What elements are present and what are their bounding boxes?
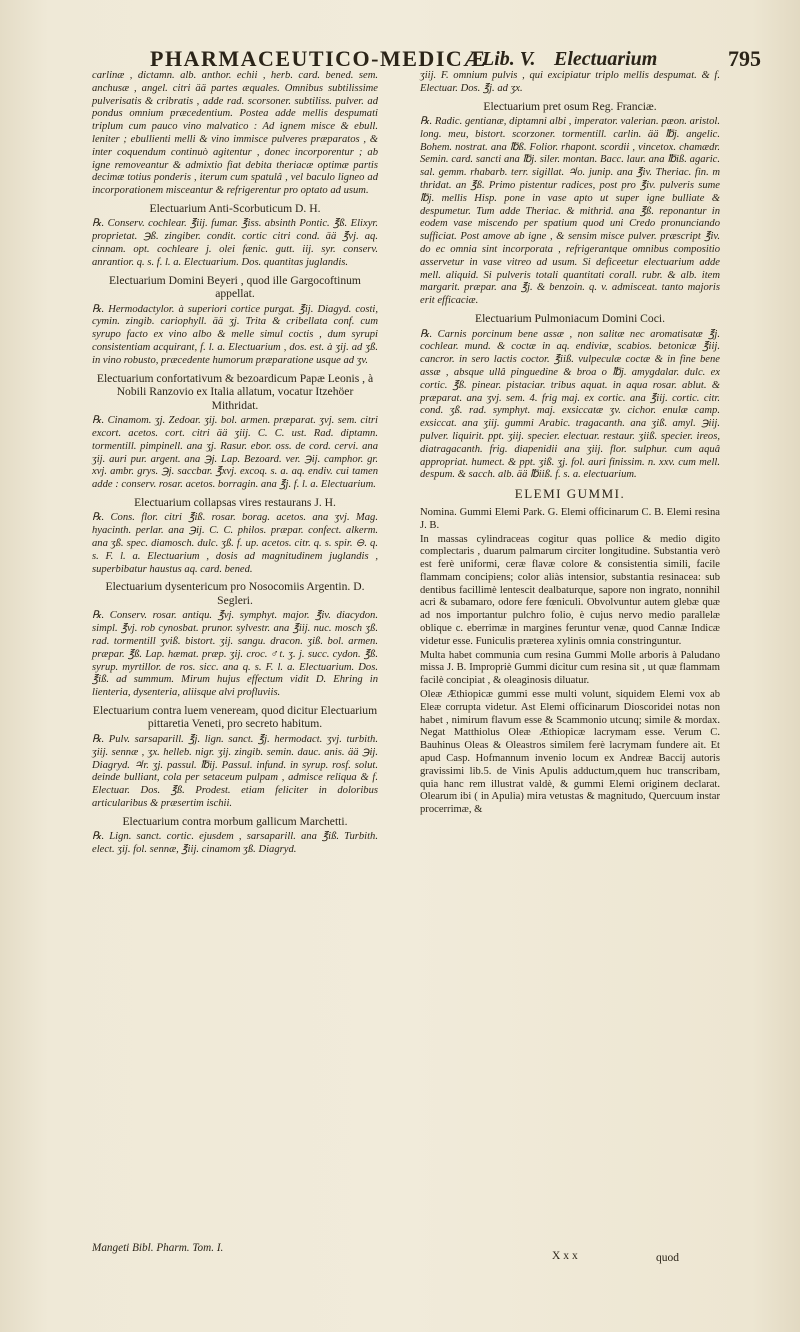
- book-number: Lib. V.: [482, 48, 536, 70]
- nomina-line: Nomina. Gummi Elemi Park. G. Elemi officinarum C. B. Elemi resina J. B.: [420, 506, 720, 531]
- recipe-heading: Electuarium Domini Beyeri , quod ille Gargocoftinum appellat.: [109, 273, 361, 301]
- recipe-text: ℞. Radic. gentianæ, diptamni albi , imperator. valerian. pæon. aristol. long. meu, bistort. scorzoner. tormentill. carlin. ää ℔j. angelic. Bohem. nostrat. ana ℔ß. Folior. rhapont. scordii , vincetox. chamædr. Semin. card. sancti ana ℔j. siler. montan. Bacc. laur. ana ℔iß. agaric. sal. gemm. rhabarb. terr. sigillat. ♃o. junip. ana ℥iv. Theriac. fin. m thridat. an ℥ß. Primo pistentur radices, post pro ℥iv. pulveris sume ℔j. mellis Hisp. pone in vase apto ut super igne bulliate & despumetur. Tum adde Theriac. & mithrid. ana ℥ß. reponantur in eodem vase miscendo per spatium quod uni Credo pronunciando sufficiat. Post amove ab igne , & sensim misce pulver. præscript ℥iv. do ec omnia sint incorporata , refrigerantque omnibus compositio asservetur in vase vitreo ad usum. Si deficeetur electuarium adde mell. aliquid. Si pulveris totali quantitati corall. rubr. & alb. item margarit. præpar. ana ℥j. & benzoin. q. v. admisceat. tanto majoris erit efficaciæ.: [420, 116, 720, 307]
- recipe-heading: Electuarium Pulmoniacum Domini Coci.: [475, 312, 665, 326]
- recipe-text: ℞. Cinamom. ʒj. Zedoar. ʒij. bol. armen. præparat. ʒvj. sem. citri excort. acetos. cort. citri ää ʒiij. C. C. ust. Rad. diptamn. tormentill. pimpinell. ana ʒj. Rasur. ebor. oss. de cord. cervi. ana ʒij. auri pur. argent. ana ℈j. Lap. Bezoard. ver. ℈ij. camphor. gr. xvj. ambr. grys. ℈j. saccbar. ℥xvj. excoq. s. a. aq. endiv. cui tamen adde : conserv. rosar. acetos. borragin. ana ℥j. f. l. a. Electuarium.: [92, 415, 378, 491]
- recipe-heading: Electuarium pret osum Reg. Franciæ.: [483, 99, 657, 113]
- recipe-text: ℞. Hermodactylor. à superiori cortice purgat. ℥ij. Diagyd. costi, cymin. zingib. cariophyll. ää ʒj. Trita & cribellata conf. cum syrupo facto ex vino albo & melle simul coctis , dum syrupi consistentiam acquirant, f. l. a. Electuarium , dos. est. à ʒij. ad ʒß. in vino robusto, præcedente humorum præparatione usque ad ʒv.: [92, 303, 378, 366]
- recipe-heading: Electuarium collapsas vires restaurans J. H.: [134, 495, 336, 509]
- running-header: [0, 46, 800, 72]
- signature-mark: Xxx: [552, 1250, 581, 1262]
- recipe-text: ℞. Carnis porcinum bene assæ , non salitæ nec aromatisatæ ℥j. cochlear. mund. & coctæ in aq. endiviæ, scabios. betonicæ ℥iij. cancror. in sero lactis coctor. ℥iiß. vulpeculæ coctæ & in fine bene assæ , absque ullâ pinguedine & broa o ℔j. amygdalar. dulc. ex cortic. ℥ß. pinear. pistaciar. tribus aquat. in aqua rosar. ablut. & præparat. ana ʒvj. sem. 4. frig maj. ex cortic. ana ℥iij. cortic. citr. cond. ʒß. rad. symphyt. maj. exsiccatæ ʒv. cichor. enulæ camp. exsiccat. ana ʒiij. gummi Arabic. tragacanth. ana ʒiß. amyl. ℈iij. pulver. liquirit. ppt. ʒiij. specier. electuar. restaur. ʒiiß. specier. ireos, diatragacanth. frig. diapenidii ana ʒiij. flor. sulphur. cum aquâ appropriat. humect. & ppt. ʒiß. ʒj. fol. auri finissim. n. xxv. cum mell. despum. & sacch. alb. ää ℔iiß. f. s. a. electuarium.: [420, 328, 720, 481]
- description-paragraph: Oleæ Æthiopicæ gummi esse multi volunt, siquidem Elemi vox ab Eleæ corrupta videtur. Ast Elemi officinarum Dioscoridei notas non habet , nimirum flavum esse & Scammonio utcunq; simile & mordax. Negat Matthiolus Oleæ Æthiopicæ lacrymam esse. Verum C. Bauhinus Oleas & Oleastros similem ferè lacrymam fundere ait. Et apud Casp. Hofmannum invenio locum ex Andreæ Baccij autoris gravissimi lib.5. de Vinis Apulis adductum,quem huc transcribam, quia hanc rem illustrat valdè, & gummi Elemi originem declarat. Olearum ibi ( in Apulia) mira vetustas & magnitudo, Quercuum instar procerrimæ, &: [420, 689, 720, 816]
- description-paragraph: Multa habet communia cum resina Gummi Molle arboris à Paludano missa J. B. Impropriè Gummi dicitur cum resina sit , ut quæ flammam facilè concipiat , & oleaginosis diluatur.: [420, 649, 720, 687]
- paragraph: ʒiij. F. omnium pulvis , qui excipiatur triplo mellis despumat. & f. Electuar. Dos. ℥j. ad ʒx.: [420, 70, 720, 94]
- paragraph: carlinæ , dictamn. alb. anthor. echii , herb. card. bened. sem. anchusæ , angel. citri ää partes æquales. Omnibus subtilissime pulverisatis & cribratis , adde rad. scorsoner. subtiliss. pulver. ad pondus omnium præcedentium. Postea adde mellis despumati triplum cum pauco vino malvatico : Ad ignem misce & ebull. leniter ; ebullienti melli & vino immisce pulveres præparatos , & inter coquendum continuò agitentur , donec incorporentur ; ab igne removeantur & admixtio fiat debita theriacæ optimæ partis decimæ totius ponderis , iterum cum spatulâ , vel baculo ligneo ad incorporationem misceantur & refrigerentur pro optato ad usum.: [92, 70, 378, 197]
- recipe-heading: Electuarium confortativum & bezoardicum Papæ Leonis , à Nobili Ranzovio ex Italia allatum, vocatur Itzehöer Mithridat.: [96, 371, 374, 412]
- recipe-heading: Electuarium Anti-Scorbuticum D. H.: [149, 201, 321, 215]
- recipe-text: ℞. Conserv. rosar. antiqu. ℥vj. symphyt. major. ℥iv. diacydon. simpl. ℥vj. rob cynosbat. prunor. sylvestr. ana ℥iij. nuc. mosch ʒß. rad. tormentill ʒviß. bistort. ʒij. sangu. dracon. ʒiß. bol. armen. præpar. ℥ß. Lap. hæmat. præp. ʒij. croc. ♂t. ʒ. j. succ. cydon. ℥ß. syrup. myrtillor. de ros. sicc. ana q. s. F. l. a. Electuarium. Dos. ℥iß. ad summum. Mirum hujus effectum vidit D. Ehring in lienteria, dysenteria, aliisque alvi profluviis.: [92, 610, 378, 699]
- recipe-heading: Electuarium dysentericum pro Nosocomiis Argentin. D. Segleri.: [105, 580, 365, 607]
- recipe-text: ℞. Pulv. sarsaparill. ℥j. lign. sanct. ℥j. hermodact. ʒvj. turbith. ʒiij. sennæ , ʒx. helleb. nigr. ʒij. zingib. semin. dauc. anis. ää ℈ij. Diagryd. ♃r. ʒj. passul. ℔ij. Passul. infund. in syrup. rosf. solut. deinde bulliant, cola per setaceum pulpam , admisce reliqua & f. Electuar. Dos. ℥ß. Prodest. etiam feliciter in doloribus articularibus & præsertim ischii.: [92, 733, 378, 809]
- description-paragraph: In massas cylindraceas cogitur quas pollice & medio digito complectaris , duarum palmarum circiter longitudine. Substantia verò est ferè uniformi, ceræ flavæ colore & consistentia simili, facile flammam concipiens; color aliàs intensior, substantia resinacea: sub dentibus facillimè lentescit dealbaturque, sapore non ingrato, nonnihil acri & subamaro, odore fere fœniculi. Obvolvuntur autem glebæ quæ ad nos importantur pulchro folio, è cujus nervo medio parallelæ oblique c. eberrimæ in margines feruntur venæ, quod Cannæ Indicæ videtur esse. Funiculis præterea xylinis omnia constringuntur.: [420, 533, 720, 647]
- recipe-heading: Electuarium contra morbum gallicum Marchetti.: [122, 814, 348, 828]
- left-column: [92, 70, 378, 858]
- volume-footer: Mangeti Bibl. Pharm. Tom. I.: [92, 1242, 224, 1254]
- recipe-text: ℞. Conserv. cochlear. ℥iij. fumar. ℥iss. absinth Pontic. ℥ß. Elixyr. proprietat. ℈ß. zingiber. condit. cortic citri cond. ää ℥vj. aq. cinnam. opt. cochleare j. olei fænic. gutt. iij. syr. conserv. anrantior. q. s. f. l. a. Electuarium. Dos. quantitas juglandis.: [92, 218, 378, 268]
- section-name: Electuarium: [554, 48, 658, 70]
- running-title: PHARMACEUTICO-MEDICÆ: [150, 46, 487, 71]
- catchword: quod: [656, 1252, 679, 1264]
- recipe-text: ℞. Cons. flor. citri ℥iß. rosar. borag. acetos. ana ʒvj. Mag. hyacinth. perlar. ana ℈ij. C. C. philos. præpar. confect. alkerm. ana ʒß. spec. diamosch. dulc. ʒß. f. up. acetos. citr. q. s. spir. ⊖. q. s. F. l. a. Electuarium , dosis ad magnitudinem juglandis , superbibatur haustus aq. card. bened.: [92, 512, 378, 575]
- page-number: 795: [728, 46, 761, 71]
- section-title: ELEMI GUMMI.: [514, 486, 626, 502]
- right-column: [420, 70, 720, 818]
- recipe-heading: Electuarium contra luem veneream, quod dicitur Electuarium pittaretia Veneti, pro secreto habitum.: [92, 703, 378, 731]
- recipe-text: ℞. Lign. sanct. cortic. ejusdem , sarsaparill. ana ℥iß. Turbith. elect. ʒij. fol. sennæ, ℥iij. cinamom ʒß. Diagryd.: [92, 831, 378, 856]
